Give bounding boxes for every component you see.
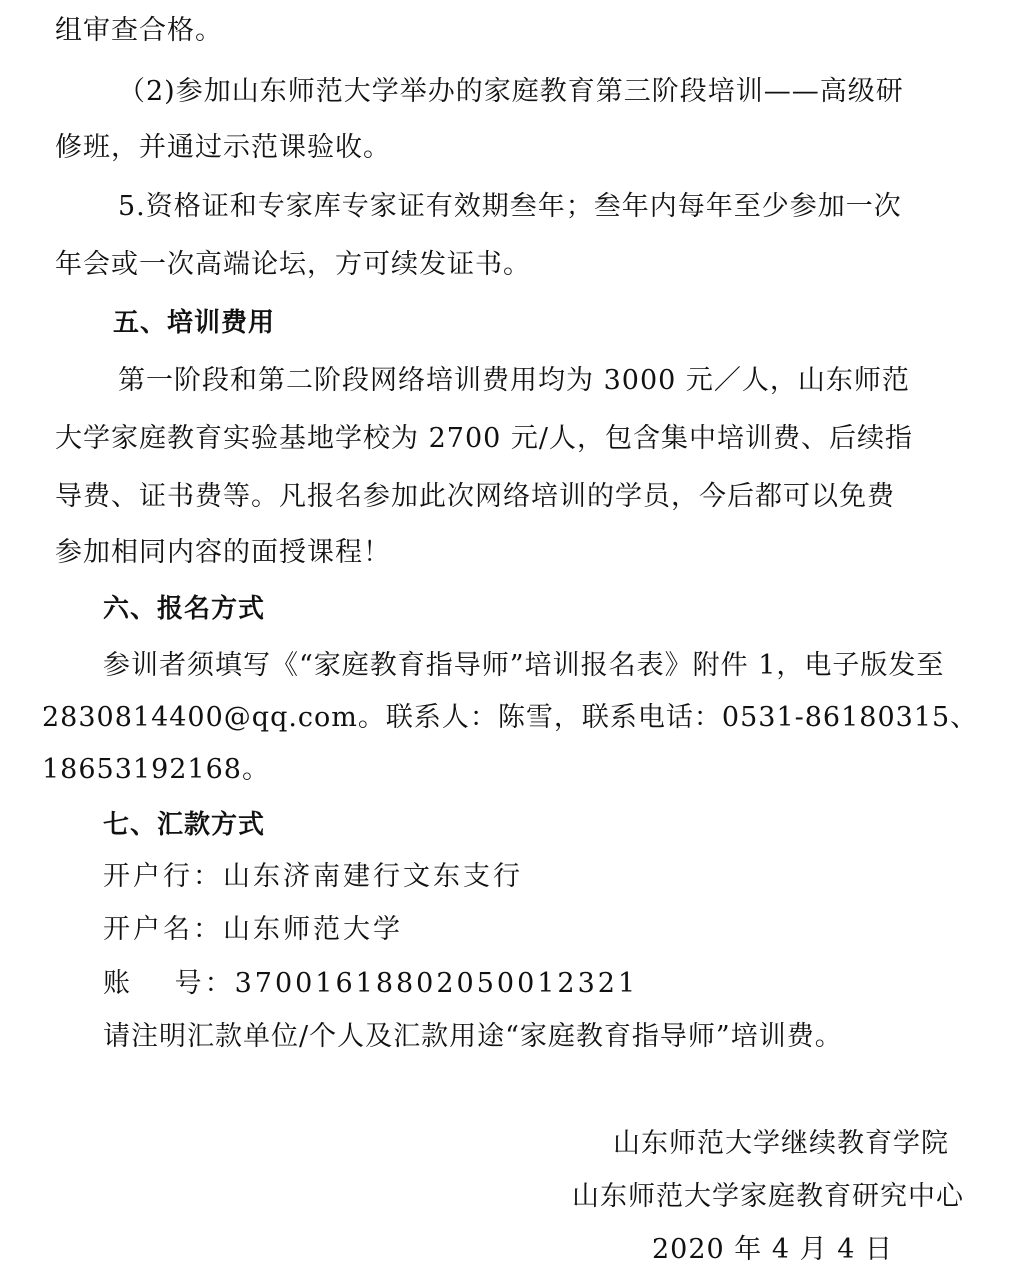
body-line: 年会或一次高端论坛，方可续发证书。 <box>55 249 531 280</box>
signature-date: 2020 年 4 月 4 日 <box>652 1234 893 1265</box>
body-line: 参训者须填写《“家庭教育指导师”培训报名表》附件 1，电子版发至 <box>103 650 945 681</box>
body-line: 第一阶段和第二阶段网络培训费用均为 3000 元／人，山东师范 <box>118 365 910 396</box>
remittance-note-line: 请注明汇款单位/个人及汇款用途“家庭教育指导师”培训费。 <box>103 1021 843 1052</box>
signature-org-1: 山东师范大学继续教育学院 <box>613 1128 949 1159</box>
account-name-line: 开户名：山东师范大学 <box>103 914 403 945</box>
contact-line: 2830814400@qq.com。联系人：陈雪，联系电话：0531-86180315、 <box>42 702 979 733</box>
body-line: 参加相同内容的面授课程！ <box>55 537 391 568</box>
bank-name-line: 开户行：山东济南建行文东支行 <box>103 861 523 892</box>
section-heading-fee: 五、培训费用 <box>113 308 276 338</box>
body-line: 导费、证书费等。凡报名参加此次网络培训的学员，今后都可以免费 <box>55 481 895 512</box>
body-line: 5.资格证和专家库专家证有效期叁年；叁年内每年至少参加一次 <box>118 191 902 222</box>
account-number-line: 账 号：37001618802050012321 <box>103 968 639 999</box>
section-heading-registration: 六、报名方式 <box>103 594 266 624</box>
section-heading-remittance: 七、汇款方式 <box>103 810 266 840</box>
contact-phone-line: 18653192168。 <box>42 754 270 785</box>
body-line: 组审查合格。 <box>55 15 223 46</box>
body-line: （2)参加山东师范大学举办的家庭教育第三阶段培训——高级研 <box>118 76 904 107</box>
signature-org-2: 山东师范大学家庭教育研究中心 <box>572 1181 964 1212</box>
body-line: 大学家庭教育实验基地学校为 2700 元/人，包含集中培训费、后续指 <box>55 423 913 454</box>
body-line: 修班，并通过示范课验收。 <box>55 132 391 163</box>
